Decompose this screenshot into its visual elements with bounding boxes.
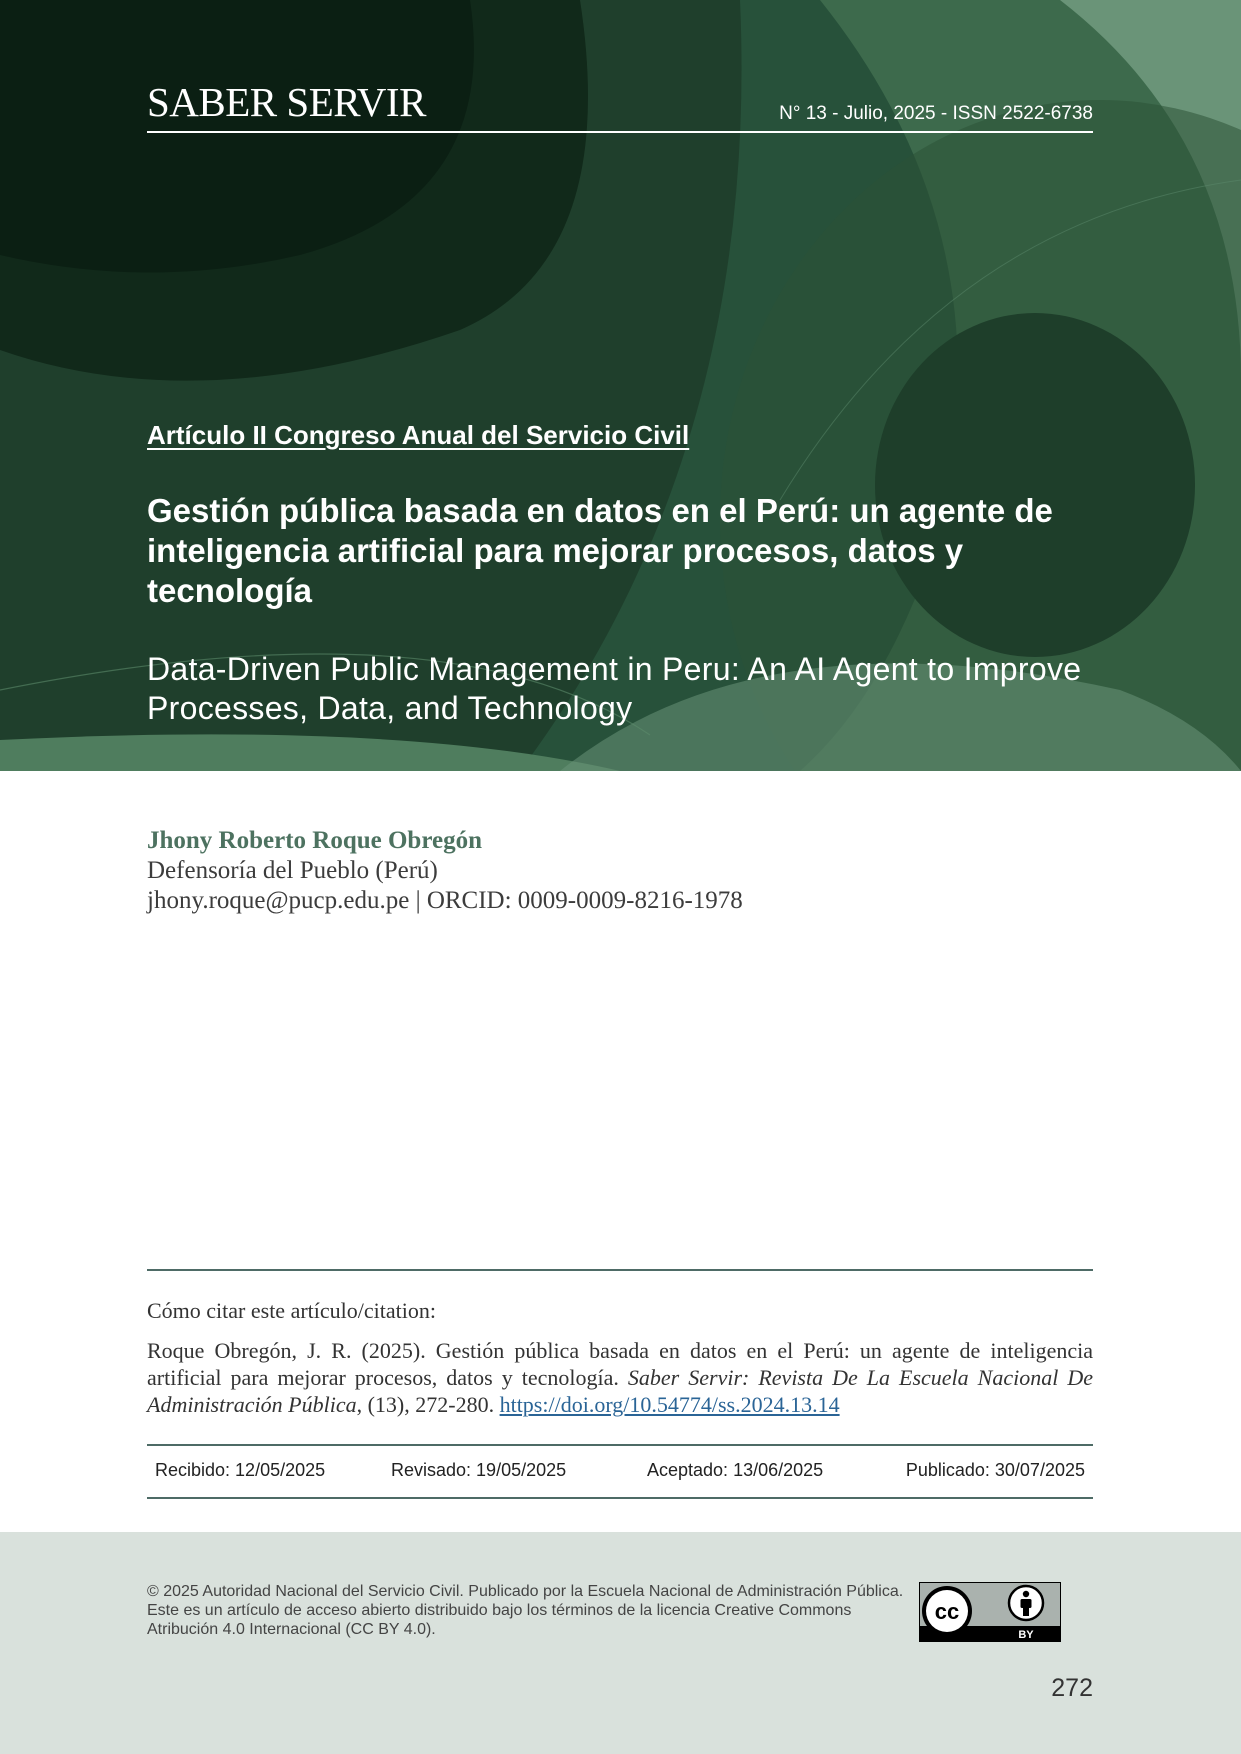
header-rule: [147, 131, 1093, 133]
article-title-english: Data-Driven Public Management in Peru: An AI Agent to Improve Processes, Data, and Technology: [147, 651, 1082, 726]
dates-bottom-rule: [147, 1497, 1093, 1499]
citation-reference: Roque Obregón, J. R. (2025). Gestión pública basada en datos en el Perú: un agente de inteligencia artificial para mejorar procesos, datos y tecnología.: [147, 1338, 1093, 1390]
license-statement: © 2025 Autoridad Nacional del Servicio Civil. Publicado por la Escuela Nacional de Administración Pública. Este es un artículo de acceso abierto distribuido bajo los términos de la licencia Creative Commons Atribución 4.0 Internacional (CC BY 4.0).: [147, 1583, 904, 1638]
cc-by-license-badge[interactable]: [919, 1582, 1061, 1642]
citation-volume-pages: , (13), 272-280.: [356, 1392, 500, 1417]
page-number: 272: [1051, 1674, 1093, 1702]
date-revised: Revisado: 19/05/2025: [391, 1460, 567, 1480]
issue-info: N° 13 - Julio, 2025 - ISSN 2522-6738: [779, 103, 1093, 124]
attribution-person-icon: [1009, 1586, 1043, 1620]
by-label: BY: [1018, 1629, 1034, 1641]
date-accepted: Aceptado: 13/06/2025: [647, 1460, 824, 1480]
author-email[interactable]: jhony.roque@pucp.edu.pe: [147, 887, 410, 914]
author-name: Jhony Roberto Roque Obregón: [147, 827, 482, 854]
dates-top-rule: [147, 1444, 1093, 1446]
author-block: [147, 826, 743, 916]
date-published: Publicado: 30/07/2025: [905, 1460, 1085, 1480]
cover-banner: [0, 0, 1241, 771]
citation-journal: Saber Servir: Revista De La Escuela Nacional De Administración Pública: [147, 1365, 1094, 1417]
author-affiliation: Defensoría del Pueblo (Perú): [147, 857, 438, 884]
cc-icon-label: cc: [934, 1599, 960, 1624]
date-received: Recibido: 12/05/2025: [155, 1460, 326, 1480]
citation-text: [147, 1337, 1093, 1418]
citation-heading: Cómo citar este artículo/citation:: [147, 1298, 436, 1323]
citation-top-rule: [147, 1269, 1093, 1271]
section-label[interactable]: Artículo II Congreso Anual del Servicio Civil: [147, 420, 690, 450]
license-footer: [0, 1532, 1241, 1754]
author-orcid[interactable]: ORCID: 0009-0009-8216-1978: [426, 887, 743, 914]
contact-separator: |: [409, 887, 427, 914]
cc-icon: [922, 1586, 972, 1636]
doi-link[interactable]: https://doi.org/10.54774/ss.2024.13.14: [499, 1392, 840, 1417]
publication-dates: [147, 1460, 1093, 1484]
author-contact: [147, 886, 743, 916]
article-title-spanish: Gestión pública basada en datos en el Perú: un agente de inteligencia artificial para mejorar procesos, datos y tecnología: [147, 492, 1053, 609]
journal-name: SABER SERVIR: [147, 79, 426, 125]
